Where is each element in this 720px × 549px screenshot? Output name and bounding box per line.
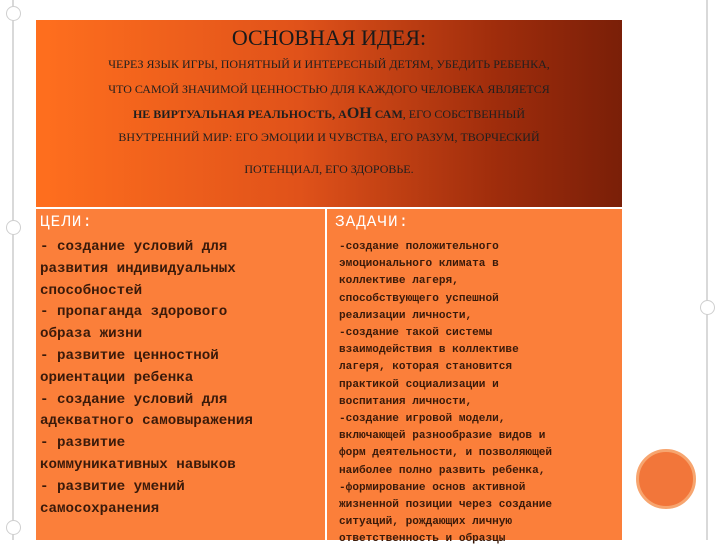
frame-dot-left-middle bbox=[6, 220, 21, 235]
task-line: коллективе лагеря, bbox=[339, 275, 459, 288]
task-line: жизненной позиции через создание bbox=[339, 499, 553, 512]
slide-frame-right bbox=[706, 0, 708, 540]
goal-line: самосохранения bbox=[40, 500, 160, 517]
slide-frame-left bbox=[12, 0, 14, 540]
emphasis-virtual-reality: НЕ ВИРТУАЛЬНАЯ РЕАЛЬНОСТЬ, bbox=[132, 107, 336, 121]
main-idea-line-4: ВНУТРЕННИЙ МИР: ЕГО ЭМОЦИИ И ЧУВСТВА, ЕГО РАЗУМ, ТВОРЧЕСКИЙ bbox=[118, 130, 540, 144]
task-line: способствующего успешной bbox=[339, 292, 499, 305]
task-line: -создание такой системы bbox=[339, 327, 493, 340]
task-line: ситуаций, рождающих личную bbox=[339, 516, 513, 529]
goal-line: - развитие ценностной bbox=[40, 347, 219, 364]
task-line: эмоционального климата в bbox=[339, 258, 499, 271]
goal-line: - пропаганда здорового bbox=[40, 304, 228, 321]
goals-column bbox=[36, 209, 325, 540]
goal-line: - развитие умений bbox=[40, 478, 185, 495]
main-idea-line-2: ЧТО САМОЙ ЗНАЧИМОЙ ЦЕННОСТЬЮ ДЛЯ КАЖДОГО ЧЕЛОВЕКА ЯВЛЯЕТСЯ bbox=[108, 82, 550, 96]
task-line: ответственность и образцы bbox=[339, 533, 506, 546]
main-idea-line-3 bbox=[36, 105, 622, 123]
task-line: воспитания личности, bbox=[339, 395, 473, 408]
goal-line: образа жизни bbox=[40, 326, 143, 343]
task-line: взаимодействия в коллективе bbox=[339, 344, 519, 357]
emphasis-himself: САМ bbox=[374, 107, 403, 121]
task-line: лагеря, которая становится bbox=[339, 361, 513, 374]
goal-line: ориентации ребенка bbox=[40, 369, 194, 386]
content-table bbox=[36, 20, 622, 546]
goals-list bbox=[40, 237, 324, 520]
tasks-list bbox=[339, 239, 619, 549]
emphasis-he: ОН bbox=[346, 105, 372, 122]
frame-dot-bottom-left bbox=[6, 520, 21, 535]
frame-dot-top-left bbox=[6, 6, 21, 21]
task-line: реализации личности, bbox=[339, 309, 473, 322]
task-line: -создание игровой модели, bbox=[339, 413, 506, 426]
tasks-heading: ЗАДАЧИ: bbox=[335, 213, 410, 231]
task-line: практикой социализации и bbox=[339, 378, 499, 391]
goal-line: - создание условий для bbox=[40, 239, 228, 255]
task-line: -создание положительного bbox=[339, 241, 499, 253]
task-line: включающей разнообразие видов и bbox=[339, 430, 546, 443]
frame-dot-right-middle bbox=[700, 300, 715, 315]
goal-line: - развитие bbox=[40, 435, 126, 452]
goal-line: - создание условий для bbox=[40, 391, 228, 408]
main-idea-title: ОСНОВНАЯ ИДЕЯ: bbox=[231, 25, 427, 50]
goal-line: развития индивидуальных bbox=[40, 260, 236, 277]
main-idea-line-3-rest: , ЕГО СОБСТВЕННЫЙ bbox=[402, 107, 526, 121]
goal-line: коммуникативных навыков bbox=[40, 456, 236, 473]
task-line: форм деятельности, и позволяющей bbox=[339, 447, 553, 460]
goal-line: адекватного самовыражения bbox=[40, 413, 253, 430]
task-line: -формирование основ активной bbox=[339, 481, 526, 494]
goals-heading: ЦЕЛИ: bbox=[40, 213, 94, 231]
decorative-orange-circle bbox=[636, 449, 696, 509]
main-idea-header bbox=[36, 20, 622, 207]
main-idea-line-1: ЧЕРЕЗ ЯЗЫК ИГРЫ, ПОНЯТНЫЙ И ИНТЕРЕСНЫЙ ДЕТЯМ, УБЕДИТЬ РЕБЕНКА, bbox=[108, 57, 550, 71]
task-line: наиболее полно развить ребенка, bbox=[339, 464, 546, 477]
emphasis-a: А bbox=[338, 107, 347, 121]
tasks-column bbox=[327, 209, 622, 546]
goal-line: способностей bbox=[40, 282, 143, 299]
main-idea-line-5: ПОТЕНЦИАЛ, ЕГО ЗДОРОВЬЕ. bbox=[244, 162, 414, 176]
